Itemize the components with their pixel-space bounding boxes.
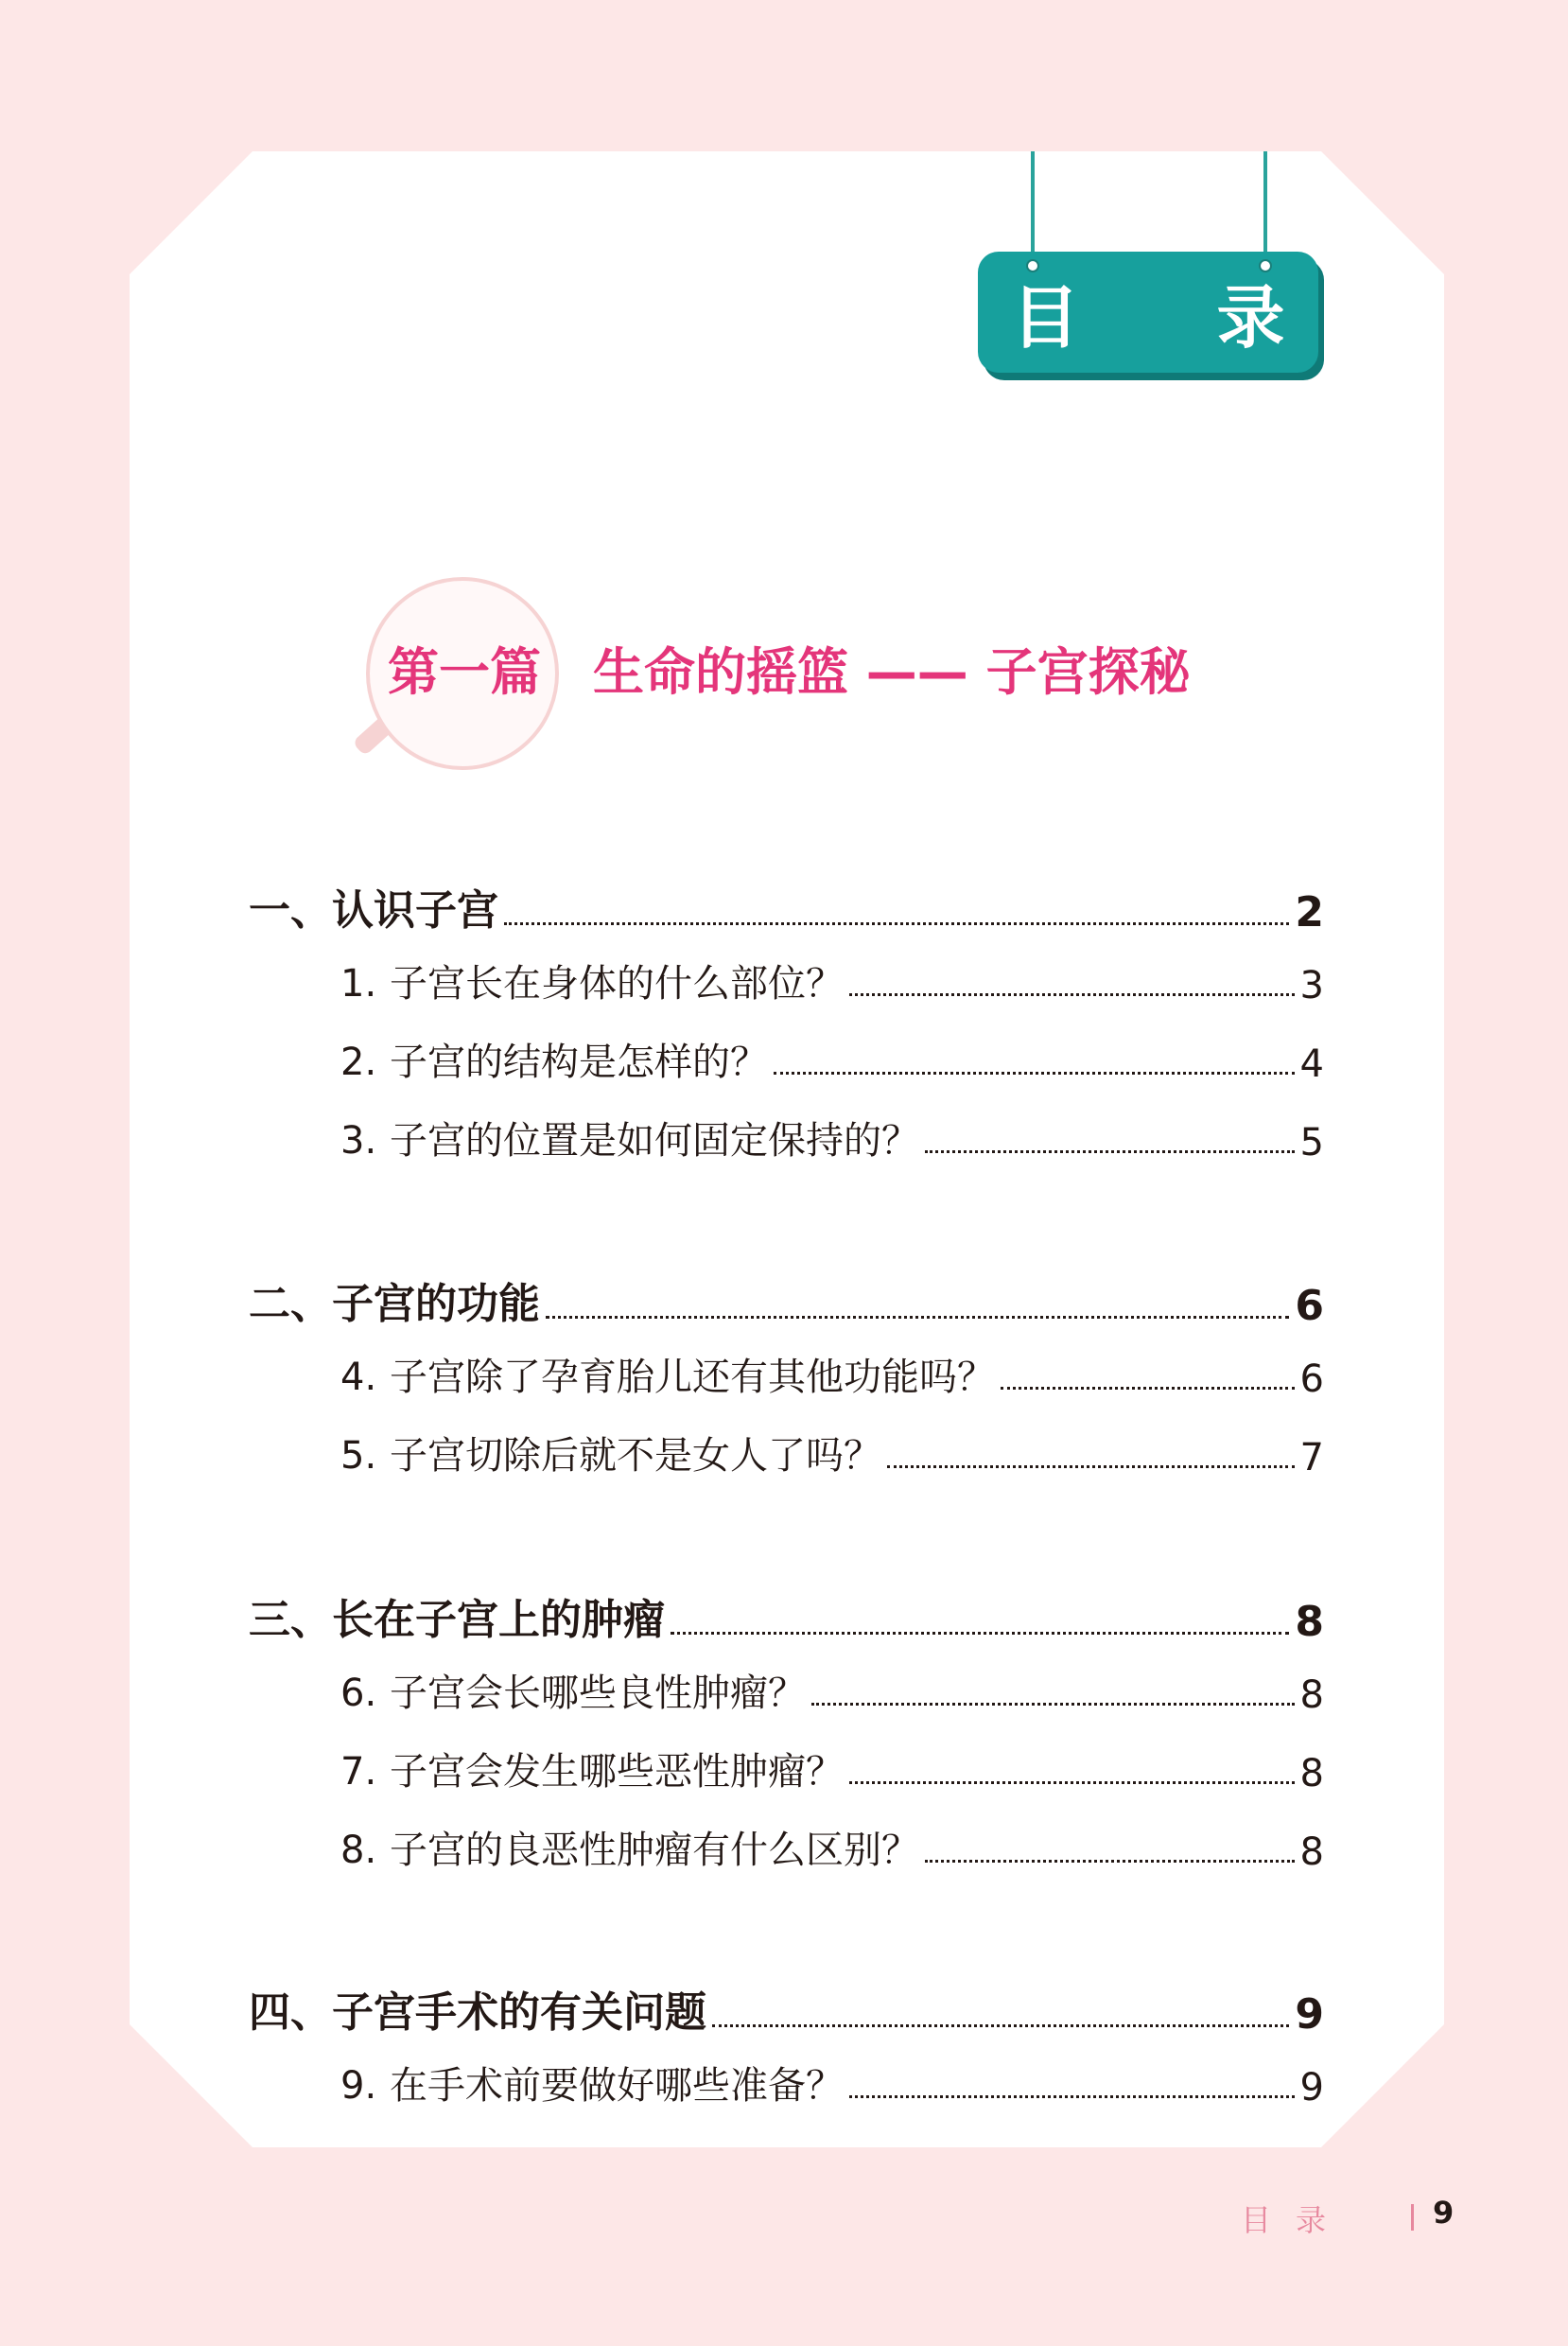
toc-item-title: 子宫会长哪些良性肿瘤？ [390,1672,806,1715]
toc-item-number: 9. [340,2064,377,2108]
toc-page-number: 6 [1295,1282,1324,1330]
toc-item-title: 子宫会发生哪些恶性肿瘤？ [390,1750,844,1794]
toc-item-title: 在手术前要做好哪些准备？ [390,2064,844,2108]
hanger-hook-left [1026,259,1039,272]
toc-page-number: 5 [1299,1121,1324,1164]
toc-item[interactable] [340,1820,1324,1874]
toc-item[interactable] [340,1347,1324,1401]
toc-item[interactable] [340,1032,1324,1086]
toc-page-number: 6 [1299,1357,1324,1401]
toc-item-title: 子宫的位置是如何固定保持的？ [390,1119,919,1163]
toc-item-number: 7. [340,1750,377,1794]
running-title: 目录 [1241,2202,1351,2238]
hanger-string-right [1263,151,1267,265]
hanger-string-left [1031,151,1035,265]
toc-page-number: 9 [1299,2066,1324,2110]
toc-page-number: 9 [1295,1990,1324,2039]
toc-page-number: 8 [1295,1598,1324,1646]
toc-item-title: 子宫长在身体的什么部位？ [390,962,844,1006]
toc-page-number: 8 [1299,1673,1324,1717]
dot-leader [1001,1387,1295,1390]
toc-item-number: 8. [340,1829,377,1872]
dot-leader [849,1781,1295,1784]
toc-item-number: 4. [340,1356,377,1399]
dot-leader [925,1150,1295,1153]
hanger-hook-right [1259,259,1272,272]
toc-section-title: 一、认识子宫 [249,886,498,935]
dot-leader [546,1316,1289,1319]
part-title: 生命的摇篮 —— 子宫探秘 [593,642,1191,702]
toc-section[interactable] [249,876,1324,937]
toc-item-title: 子宫的结构是怎样的？ [390,1041,768,1084]
contents-title: 目 录 [1011,278,1342,358]
toc-page-number: 8 [1299,1830,1324,1874]
toc-section-title: 二、子宫的功能 [249,1280,540,1328]
toc-item[interactable] [340,1742,1324,1795]
dot-leader [849,993,1295,996]
toc-section[interactable] [249,1585,1324,1646]
dot-leader [504,922,1289,925]
toc-section[interactable] [249,1978,1324,2039]
dot-leader [887,1465,1295,1468]
toc-item[interactable] [340,2056,1324,2110]
toc-page-number: 3 [1299,964,1324,1007]
footer-divider [1411,2204,1414,2231]
toc-item-title: 子宫除了孕育胎儿还有其他功能吗？ [390,1356,995,1399]
toc-page-number: 8 [1299,1752,1324,1795]
toc-page-number: 7 [1299,1436,1324,1479]
toc-item-number: 3. [340,1119,377,1163]
dot-leader [774,1072,1295,1075]
toc-item-number: 5. [340,1434,377,1478]
dot-leader [849,2095,1295,2098]
toc-section-title: 四、子宫手术的有关问题 [249,1988,706,2037]
toc-page-number: 2 [1295,888,1324,937]
toc-section[interactable] [249,1269,1324,1330]
toc-item[interactable] [340,1663,1324,1717]
toc-item[interactable] [340,1111,1324,1164]
page-number: 9 [1433,2195,1455,2231]
toc-item[interactable] [340,954,1324,1007]
part-label: 第一篇 [388,642,541,702]
toc-page-number: 4 [1299,1042,1324,1086]
toc-item-title: 子宫的良恶性肿瘤有什么区别？ [390,1829,919,1872]
toc-item-number: 1. [340,962,377,1006]
toc-section-title: 三、长在子宫上的肿瘤 [249,1596,665,1644]
dot-leader [712,2024,1289,2027]
toc-item-title: 子宫切除后就不是女人了吗？ [390,1434,881,1478]
toc-item-number: 6. [340,1672,377,1715]
toc-item-number: 2. [340,1041,377,1084]
dot-leader [671,1632,1289,1635]
dot-leader [925,1860,1295,1863]
dot-leader [811,1703,1295,1706]
toc-item[interactable] [340,1426,1324,1479]
